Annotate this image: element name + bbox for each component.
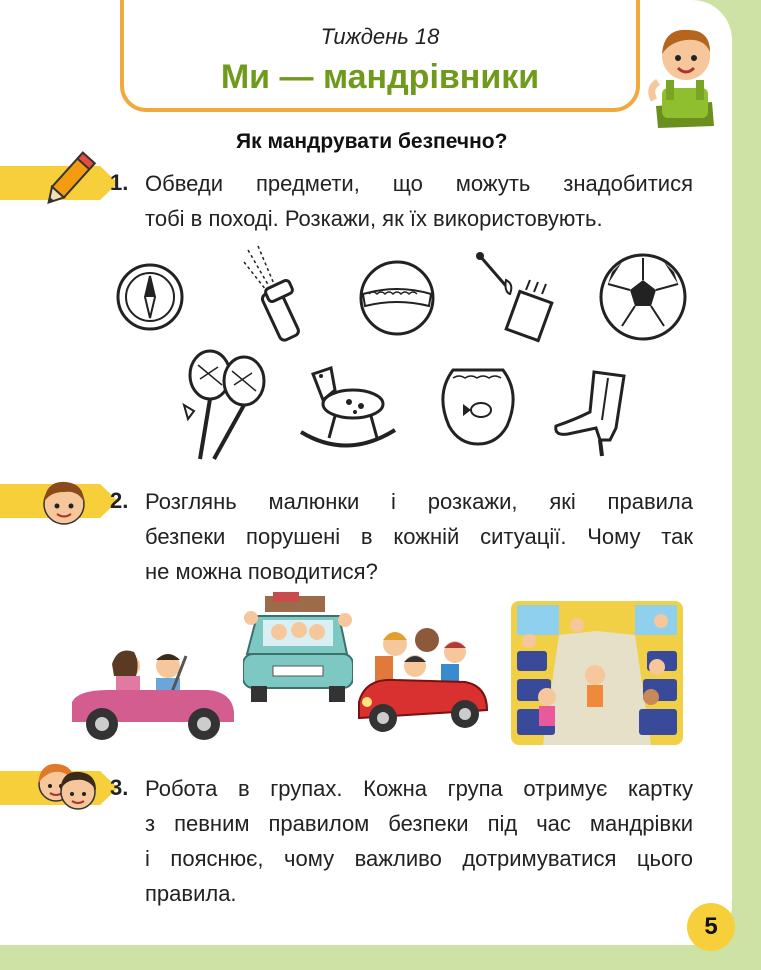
boy-face-icon — [38, 476, 90, 528]
fishbowl-icon — [433, 360, 523, 450]
pencil-icon — [38, 148, 98, 214]
compass-icon — [115, 262, 185, 332]
red-car-with-kids-scene — [355, 622, 491, 738]
task-1-text — [145, 166, 693, 236]
task-2-line-1: Розглянь малюнки і розкажи, які правила — [145, 489, 693, 514]
task-3-line-2: з певним правилом безпеки під час мандрівки — [145, 811, 693, 836]
title-box — [120, 0, 640, 112]
bowler-hat-icon — [357, 258, 437, 338]
overloaded-car-scene — [243, 590, 353, 708]
task-3-number: 3. — [110, 775, 129, 800]
task-3-line-3: і пояснює, чому важливо дотримуватися цього — [145, 846, 693, 871]
task-2-line-2: безпеки порушені в кожній ситуації. Чому так — [145, 524, 693, 549]
soccer-ball-icon — [598, 252, 688, 342]
page-number: 5 — [687, 903, 735, 951]
flashlight-icon — [240, 244, 310, 344]
task-1-number: 1. — [110, 170, 129, 195]
page-title: Ми — мандрівники — [220, 58, 540, 96]
task-3-line-4: правила. — [145, 881, 237, 906]
task-1-line-1: Обведи предмети, що можуть знадобитися — [145, 171, 693, 196]
two-faces-icon — [34, 758, 100, 816]
high-heel-boot-icon — [550, 368, 630, 458]
matches-icon — [476, 250, 556, 346]
badminton-rackets-icon — [170, 345, 280, 465]
school-bus-interior-scene — [511, 601, 683, 745]
rocking-horse-icon — [295, 360, 400, 455]
convertible-car-scene — [68, 636, 238, 742]
mascot-boy-icon — [648, 18, 728, 130]
week-label: Тиждень 18 — [320, 24, 440, 49]
task-3-line-1: Робота в групах. Кожна група отримує картку — [145, 776, 693, 801]
task-2-line-3: не можна поводитися? — [145, 559, 378, 584]
task-2-text — [145, 484, 693, 589]
task-1-line-2: тобі в поході. Розкажи, як їх використовують. — [145, 206, 603, 231]
task-3-text — [145, 771, 693, 911]
task-2-number: 2. — [110, 488, 129, 513]
section-subtitle: Як мандрувати безпечно? — [236, 130, 508, 153]
